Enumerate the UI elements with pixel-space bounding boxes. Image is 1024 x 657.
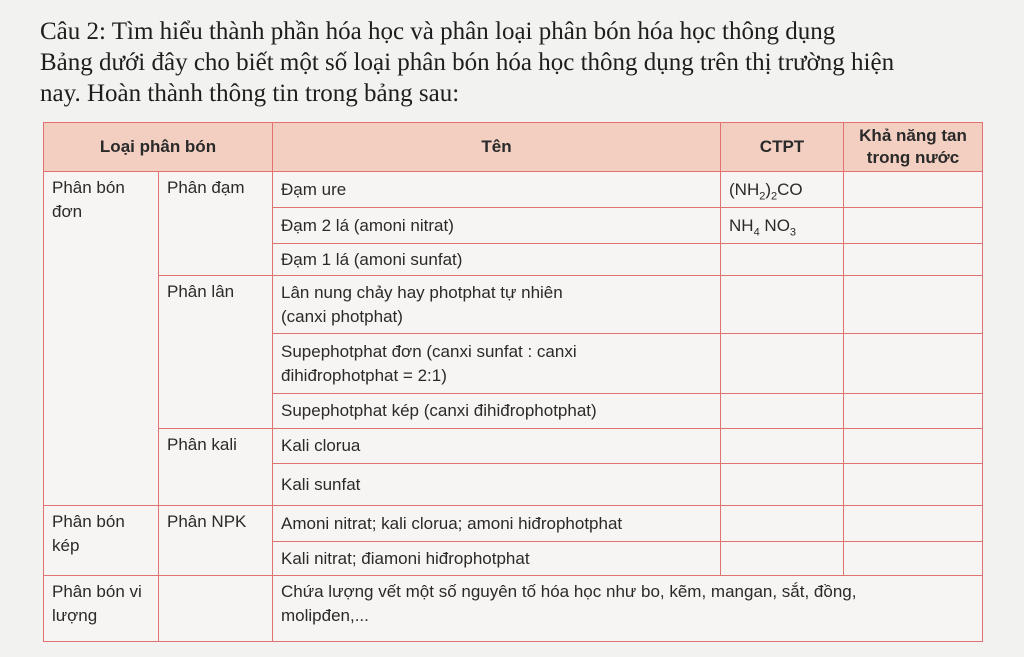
row-name: Kali nitrat; điamoni hiđrophotphat bbox=[273, 542, 721, 576]
header-solubility: Khả năng tan trong nước bbox=[844, 123, 983, 172]
row-name: Kali clorua bbox=[273, 429, 721, 464]
subtype-nitrogen: Phân đạm bbox=[159, 172, 273, 276]
table-row bbox=[44, 576, 983, 642]
row-name: Chứa lượng vết một số nguyên tố hóa học như bo, kẽm, mangan, sắt, đồng, molipđen,... bbox=[273, 576, 983, 642]
table-row bbox=[44, 172, 983, 208]
solubility-cell[interactable] bbox=[844, 542, 983, 576]
formula-cell[interactable] bbox=[721, 276, 844, 334]
heading-line-3: nay. Hoàn thành thông tin trong bảng sau: bbox=[40, 80, 460, 107]
formula-cell[interactable] bbox=[721, 394, 844, 429]
formula-cell[interactable] bbox=[721, 244, 844, 276]
table-row bbox=[44, 276, 983, 334]
table-header-row bbox=[44, 123, 983, 172]
question-heading bbox=[40, 16, 1000, 109]
solubility-cell[interactable] bbox=[844, 276, 983, 334]
table-row bbox=[44, 429, 983, 464]
solubility-cell[interactable] bbox=[844, 334, 983, 394]
group-single: Phân bón đơn bbox=[44, 172, 159, 506]
group-compound: Phân bón kép bbox=[44, 506, 159, 576]
fertilizer-table bbox=[43, 122, 983, 642]
solubility-cell[interactable] bbox=[844, 506, 983, 542]
solubility-cell[interactable] bbox=[844, 172, 983, 208]
row-name: Amoni nitrat; kali clorua; amoni hiđrophotphat bbox=[273, 506, 721, 542]
formula-cell[interactable] bbox=[721, 464, 844, 506]
subtype-empty bbox=[159, 576, 273, 642]
solubility-cell[interactable] bbox=[844, 244, 983, 276]
row-formula: $NH_4$ $NO_3$ bbox=[721, 208, 844, 244]
row-name: Đạm 2 lá (amoni nitrat) bbox=[273, 208, 721, 244]
formula-cell[interactable] bbox=[721, 542, 844, 576]
group-micro: Phân bón vi lượng bbox=[44, 576, 159, 642]
row-name: Đạm ure bbox=[273, 172, 721, 208]
subtype-phosphate: Phân lân bbox=[159, 276, 273, 429]
header-name: Tên bbox=[273, 123, 721, 172]
subtype-potash: Phân kali bbox=[159, 429, 273, 506]
row-name: Supephotphat đơn (canxi sunfat : canxi đihiđrophotphat = 2:1) bbox=[273, 334, 721, 394]
row-name: Đạm 1 lá (amoni sunfat) bbox=[273, 244, 721, 276]
heading-line-1: Câu 2: Tìm hiểu thành phần hóa học và phân loại phân bón hóa học thông dụng bbox=[40, 18, 836, 45]
row-name: Kali sunfat bbox=[273, 464, 721, 506]
formula-cell[interactable] bbox=[721, 429, 844, 464]
solubility-cell[interactable] bbox=[844, 394, 983, 429]
formula-cell[interactable] bbox=[721, 506, 844, 542]
solubility-cell[interactable] bbox=[844, 429, 983, 464]
subtype-npk: Phân NPK bbox=[159, 506, 273, 576]
solubility-cell[interactable] bbox=[844, 208, 983, 244]
heading-line-2: Bảng dưới đây cho biết một số loại phân bón hóa học thông dụng trên thị trường hiện bbox=[40, 49, 895, 76]
header-formula: CTPT bbox=[721, 123, 844, 172]
header-type: Loại phân bón bbox=[44, 123, 273, 172]
row-formula: $(NH_2)_2CO$ bbox=[721, 172, 844, 208]
solubility-cell[interactable] bbox=[844, 464, 983, 506]
row-name: Lân nung chảy hay photphat tự nhiên (canxi photphat) bbox=[273, 276, 721, 334]
row-name: Supephotphat kép (canxi đihiđrophotphat) bbox=[273, 394, 721, 429]
formula-cell[interactable] bbox=[721, 334, 844, 394]
table-row bbox=[44, 506, 983, 542]
